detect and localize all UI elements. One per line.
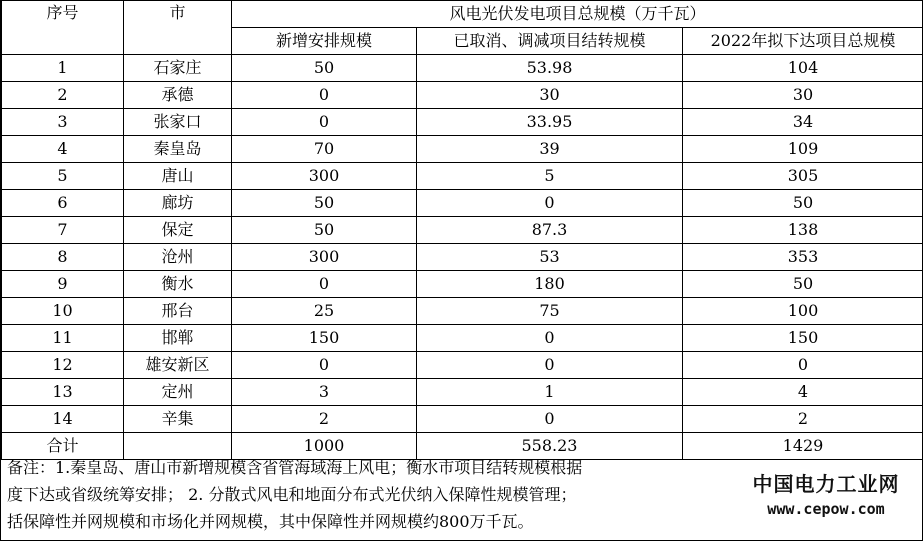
- table-row: [2, 109, 923, 136]
- footnote-line-3: 括保障性并网规模和市场化并网规模，其中保障性并网规模约800万千瓦。: [7, 512, 534, 531]
- row-cancelled-carried: 0: [417, 190, 683, 217]
- row-total-2022: 2: [683, 406, 923, 433]
- row-index: 9: [2, 271, 124, 298]
- row-cancelled-carried: 0: [417, 352, 683, 379]
- row-index: 5: [2, 163, 124, 190]
- row-index: 3: [2, 109, 124, 136]
- row-total-2022: 109: [683, 136, 923, 163]
- row-new-added: 3: [232, 379, 417, 406]
- row-new-added: 2: [232, 406, 417, 433]
- footnote-line-2: 度下达或省级统筹安排； 2. 分散式风电和地面分布式光伏纳入保障性规模管理；: [7, 485, 577, 504]
- row-total-2022: 34: [683, 109, 923, 136]
- table-row: [2, 136, 923, 163]
- table-row: [2, 271, 923, 298]
- watermark-logo: [736, 470, 916, 520]
- watermark-name: 中国电力工业网: [752, 472, 900, 496]
- row-total-2022: 104: [683, 55, 923, 82]
- row-index: 4: [2, 136, 124, 163]
- row-city: 雄安新区: [124, 352, 232, 379]
- table-row: [2, 379, 923, 406]
- table-row: [2, 217, 923, 244]
- row-new-added: 50: [232, 190, 417, 217]
- row-total-2022: 100: [683, 298, 923, 325]
- row-city: 秦皇岛: [124, 136, 232, 163]
- footnote: [7, 454, 727, 535]
- row-index: 1: [2, 55, 124, 82]
- table-row: [2, 406, 923, 433]
- row-total-2022: 353: [683, 244, 923, 271]
- row-index: 13: [2, 379, 124, 406]
- header-group: 风电光伏发电项目总规模（万千瓦）: [232, 1, 923, 28]
- table-row: [2, 55, 923, 82]
- row-cancelled-carried: 87.3: [417, 217, 683, 244]
- row-new-added: 300: [232, 244, 417, 271]
- row-city: 廊坊: [124, 190, 232, 217]
- row-total-2022: 138: [683, 217, 923, 244]
- row-index: 12: [2, 352, 124, 379]
- row-cancelled-carried: 39: [417, 136, 683, 163]
- row-total-2022: 30: [683, 82, 923, 109]
- row-total-2022: 50: [683, 271, 923, 298]
- row-city: 保定: [124, 217, 232, 244]
- total-cancelled-carried: 558.23: [417, 433, 683, 460]
- table-row: [2, 163, 923, 190]
- row-new-added: 0: [232, 271, 417, 298]
- footnote-line-1: 备注：1.秦皇岛、唐山市新增规模含省管海域海上风电；衡水市项目结转规模根据: [7, 458, 583, 477]
- row-city: 承德: [124, 82, 232, 109]
- row-city: 张家口: [124, 109, 232, 136]
- row-total-2022: 0: [683, 352, 923, 379]
- table-row: [2, 190, 923, 217]
- row-cancelled-carried: 53: [417, 244, 683, 271]
- row-city: 定州: [124, 379, 232, 406]
- total-label: 合计: [2, 433, 124, 460]
- row-new-added: 300: [232, 163, 417, 190]
- row-city: 沧州: [124, 244, 232, 271]
- row-cancelled-carried: 1: [417, 379, 683, 406]
- table-row: [2, 352, 923, 379]
- row-cancelled-carried: 33.95: [417, 109, 683, 136]
- total-new-added: 1000: [232, 433, 417, 460]
- row-new-added: 50: [232, 217, 417, 244]
- row-cancelled-carried: 75: [417, 298, 683, 325]
- row-index: 6: [2, 190, 124, 217]
- row-new-added: 0: [232, 352, 417, 379]
- table-row: [2, 325, 923, 352]
- row-index: 14: [2, 406, 124, 433]
- row-total-2022: 150: [683, 325, 923, 352]
- row-new-added: 25: [232, 298, 417, 325]
- header-row-1: [2, 1, 923, 28]
- row-new-added: 0: [232, 82, 417, 109]
- row-index: 2: [2, 82, 124, 109]
- row-city: 邢台: [124, 298, 232, 325]
- row-city: 衡水: [124, 271, 232, 298]
- table-row: [2, 82, 923, 109]
- row-cancelled-carried: 53.98: [417, 55, 683, 82]
- row-cancelled-carried: 5: [417, 163, 683, 190]
- row-cancelled-carried: 30: [417, 82, 683, 109]
- row-city: 邯郸: [124, 325, 232, 352]
- row-new-added: 150: [232, 325, 417, 352]
- row-new-added: 0: [232, 109, 417, 136]
- table-row: [2, 244, 923, 271]
- row-index: 8: [2, 244, 124, 271]
- row-index: 10: [2, 298, 124, 325]
- row-city: 唐山: [124, 163, 232, 190]
- header-city: 市: [124, 1, 232, 55]
- row-total-2022: 50: [683, 190, 923, 217]
- header-cancelled-carried: 已取消、调减项目结转规模: [417, 28, 683, 55]
- row-total-2022: 4: [683, 379, 923, 406]
- total-2022: 1429: [683, 433, 923, 460]
- header-new-added: 新增安排规模: [232, 28, 417, 55]
- row-total-2022: 305: [683, 163, 923, 190]
- row-city: 石家庄: [124, 55, 232, 82]
- row-new-added: 50: [232, 55, 417, 82]
- row-cancelled-carried: 180: [417, 271, 683, 298]
- row-city: 辛集: [124, 406, 232, 433]
- header-index: 序号: [2, 1, 124, 55]
- watermark-url: www.cepow.com: [767, 500, 885, 518]
- capacity-table: [1, 0, 923, 460]
- header-total-2022: 2022年拟下达项目总规模: [683, 28, 923, 55]
- row-index: 7: [2, 217, 124, 244]
- row-new-added: 70: [232, 136, 417, 163]
- row-index: 11: [2, 325, 124, 352]
- row-cancelled-carried: 0: [417, 325, 683, 352]
- row-cancelled-carried: 0: [417, 406, 683, 433]
- table-row: [2, 298, 923, 325]
